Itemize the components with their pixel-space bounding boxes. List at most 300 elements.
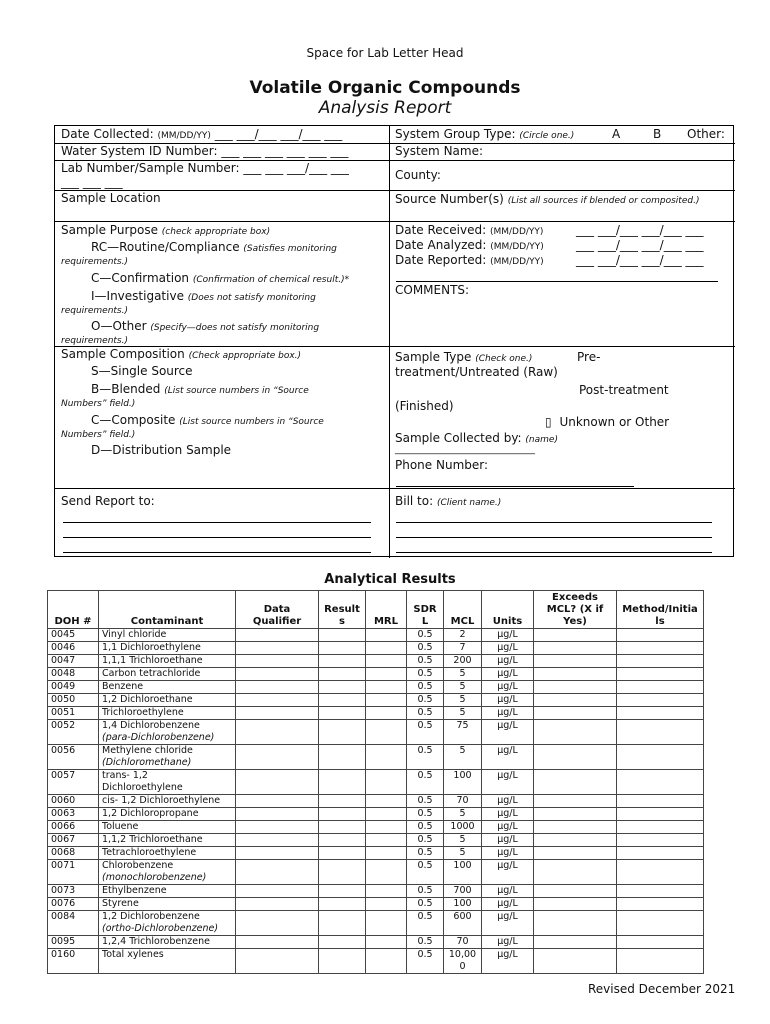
separator-line xyxy=(396,281,718,282)
doh-cell: 0045 xyxy=(48,629,99,642)
contaminant-name: Toluene xyxy=(102,821,139,832)
doh-cell: 0046 xyxy=(48,642,99,655)
table-row xyxy=(48,795,704,808)
contaminant-cell xyxy=(99,655,236,668)
qualifier-cell[interactable] xyxy=(236,707,319,720)
method-cell[interactable] xyxy=(617,681,704,694)
table-row xyxy=(48,694,704,707)
composition-composite-option[interactable]: C—Composite (List source numbers in “Source xyxy=(91,413,324,427)
col-results: Result s xyxy=(319,591,366,629)
phone-underline xyxy=(396,486,634,487)
qualifier-cell[interactable] xyxy=(236,834,319,847)
units-cell: µg/L xyxy=(482,911,534,936)
mrl-cell[interactable] xyxy=(366,668,407,681)
sdrl-cell: 0.5 xyxy=(407,655,444,668)
letterhead-placeholder: Space for Lab Letter Head xyxy=(306,46,464,60)
send-report-line[interactable] xyxy=(63,552,371,553)
contaminant-name: Benzene xyxy=(102,681,144,692)
mcl-cell: 5 xyxy=(444,668,482,681)
exceeds-cell[interactable] xyxy=(534,936,617,949)
composition-single-option[interactable]: S—Single Source xyxy=(91,364,193,378)
exceeds-cell[interactable] xyxy=(534,834,617,847)
col-doh: DOH # xyxy=(48,591,99,629)
contaminant-cell xyxy=(99,898,236,911)
col-units: Units xyxy=(482,591,534,629)
result-cell[interactable] xyxy=(319,898,366,911)
mrl-cell[interactable] xyxy=(366,898,407,911)
sample-location-field[interactable]: Sample Location xyxy=(61,191,161,205)
table-row xyxy=(48,898,704,911)
mrl-cell[interactable] xyxy=(366,821,407,834)
mrl-cell[interactable] xyxy=(366,629,407,642)
table-row xyxy=(48,655,704,668)
units-cell: µg/L xyxy=(482,795,534,808)
qualifier-cell[interactable] xyxy=(236,694,319,707)
composite-note: Numbers” field.) xyxy=(61,430,136,440)
mcl-cell: 200 xyxy=(444,655,482,668)
units-cell: µg/L xyxy=(482,707,534,720)
sdrl-cell: 0.5 xyxy=(407,770,444,795)
mrl-cell[interactable] xyxy=(366,770,407,795)
doh-cell: 0071 xyxy=(48,860,99,885)
method-cell[interactable] xyxy=(617,770,704,795)
system-group-type-field[interactable]: System Group Type: (Circle one.) xyxy=(395,127,575,141)
exceeds-cell[interactable] xyxy=(534,681,617,694)
exceeds-cell[interactable] xyxy=(534,720,617,745)
qualifier-cell[interactable] xyxy=(236,885,319,898)
doh-cell: 0052 xyxy=(48,720,99,745)
date-reported-field[interactable]: Date Reported: (MM/DD/YY) xyxy=(395,253,544,267)
result-cell[interactable] xyxy=(319,795,366,808)
contaminant-name: 1,2 Dichlorobenzene xyxy=(102,911,200,922)
method-cell[interactable] xyxy=(617,860,704,885)
mrl-cell[interactable] xyxy=(366,834,407,847)
exceeds-cell[interactable] xyxy=(534,821,617,834)
contaminant-cell xyxy=(99,694,236,707)
method-cell[interactable] xyxy=(617,898,704,911)
method-cell[interactable] xyxy=(617,668,704,681)
table-row xyxy=(48,936,704,949)
sdrl-cell: 0.5 xyxy=(407,834,444,847)
mcl-cell: 70 xyxy=(444,936,482,949)
contaminant-alt-name: (monochlorobenzene) xyxy=(102,872,207,883)
composition-distribution-option[interactable]: D—Distribution Sample xyxy=(91,443,232,457)
contaminant-alt-name: (ortho-Dichlorobenzene) xyxy=(102,923,219,934)
mcl-cell: 5 xyxy=(444,694,482,707)
qualifier-cell[interactable] xyxy=(236,808,319,821)
doh-cell: 0056 xyxy=(48,745,99,770)
exceeds-cell[interactable] xyxy=(534,911,617,936)
purpose-confirmation-option[interactable]: C—Confirmation (Confirmation of chemical result.)* xyxy=(91,271,350,285)
qualifier-cell[interactable] xyxy=(236,949,319,974)
result-cell[interactable] xyxy=(319,911,366,936)
checkbox-icon[interactable]: ▯ xyxy=(545,415,552,429)
type-posttreatment-option[interactable]: Post-treatment xyxy=(579,383,669,397)
exceeds-cell[interactable] xyxy=(534,745,617,770)
composition-blended-option[interactable]: B—Blended (List source numbers in “Source xyxy=(91,382,309,396)
method-cell[interactable] xyxy=(617,911,704,936)
qualifier-cell[interactable] xyxy=(236,720,319,745)
contaminant-cell xyxy=(99,936,236,949)
result-cell[interactable] xyxy=(319,720,366,745)
analytical-results-title: Analytical Results xyxy=(324,572,456,587)
option-other[interactable]: Other: xyxy=(687,127,725,141)
option-a[interactable]: A xyxy=(612,127,621,141)
contaminant-name: Ethylbenzene xyxy=(102,885,167,896)
table-row xyxy=(48,911,704,936)
exceeds-cell[interactable] xyxy=(534,655,617,668)
sdrl-cell: 0.5 xyxy=(407,885,444,898)
qualifier-cell[interactable] xyxy=(236,898,319,911)
result-cell[interactable] xyxy=(319,860,366,885)
units-cell: µg/L xyxy=(482,898,534,911)
result-cell[interactable] xyxy=(319,694,366,707)
sdrl-cell: 0.5 xyxy=(407,629,444,642)
method-cell[interactable] xyxy=(617,808,704,821)
contaminant-cell xyxy=(99,629,236,642)
contaminant-cell xyxy=(99,770,236,795)
exceeds-cell[interactable] xyxy=(534,885,617,898)
contaminant-name: 1,2 Dichloroethane xyxy=(102,694,193,705)
table-row xyxy=(48,720,704,745)
mcl-cell: 5 xyxy=(444,681,482,694)
method-cell[interactable] xyxy=(617,936,704,949)
table-row xyxy=(48,860,704,885)
table-row xyxy=(48,949,704,974)
mcl-cell: 700 xyxy=(444,885,482,898)
mcl-cell: 70 xyxy=(444,795,482,808)
bill-to-line[interactable] xyxy=(396,522,712,523)
result-cell[interactable] xyxy=(319,668,366,681)
mrl-cell[interactable] xyxy=(366,885,407,898)
method-cell[interactable] xyxy=(617,720,704,745)
qualifier-cell[interactable] xyxy=(236,847,319,860)
units-cell: µg/L xyxy=(482,885,534,898)
send-report-line[interactable] xyxy=(63,537,371,538)
send-report-field[interactable]: Send Report to: xyxy=(61,494,155,508)
date-received-blank[interactable]: ___ ___/___ ___/___ ___ xyxy=(576,223,704,237)
doh-cell: 0076 xyxy=(48,898,99,911)
method-cell[interactable] xyxy=(617,629,704,642)
date-received-field[interactable]: Date Received: (MM/DD/YY) xyxy=(395,223,544,237)
result-cell[interactable] xyxy=(319,834,366,847)
contaminant-name: cis- 1,2 Dichloroethylene xyxy=(102,795,221,806)
contaminant-alt-name: Dichloroethylene xyxy=(102,782,183,793)
contaminant-cell xyxy=(99,681,236,694)
result-cell[interactable] xyxy=(319,642,366,655)
mrl-cell[interactable] xyxy=(366,720,407,745)
exceeds-cell[interactable] xyxy=(534,949,617,974)
mrl-cell[interactable] xyxy=(366,681,407,694)
exceeds-cell[interactable] xyxy=(534,629,617,642)
table-body xyxy=(48,629,704,974)
form-row-divider xyxy=(55,488,735,489)
method-cell[interactable] xyxy=(617,795,704,808)
date-collected-field[interactable]: Date Collected: (MM/DD/YY) ___ ___/___ ___/___ ___ xyxy=(61,127,343,141)
table-row xyxy=(48,885,704,898)
mrl-cell[interactable] xyxy=(366,707,407,720)
exceeds-cell[interactable] xyxy=(534,707,617,720)
sdrl-cell: 0.5 xyxy=(407,720,444,745)
doh-cell: 0047 xyxy=(48,655,99,668)
sdrl-cell: 0.5 xyxy=(407,898,444,911)
mcl-cell: 5 xyxy=(444,745,482,770)
result-cell[interactable] xyxy=(319,707,366,720)
method-cell[interactable] xyxy=(617,745,704,770)
mrl-cell[interactable] xyxy=(366,808,407,821)
contaminant-cell xyxy=(99,795,236,808)
sample-composition-label: Sample Composition (Check appropriate box.) xyxy=(61,347,302,361)
contaminant-name: Methylene chloride xyxy=(102,745,193,756)
qualifier-cell[interactable] xyxy=(236,770,319,795)
contaminant-name: 1,4 Dichlorobenzene xyxy=(102,720,200,731)
exceeds-cell[interactable] xyxy=(534,847,617,860)
contaminant-cell xyxy=(99,707,236,720)
mrl-cell[interactable] xyxy=(366,911,407,936)
qualifier-cell[interactable] xyxy=(236,745,319,770)
contaminant-name: 1,1,2 Trichloroethane xyxy=(102,834,203,845)
sample-purpose-label: Sample Purpose (check appropriate box) xyxy=(61,223,271,237)
sdrl-cell: 0.5 xyxy=(407,860,444,885)
other-note: requirements.) xyxy=(61,336,128,346)
contaminant-cell xyxy=(99,720,236,745)
contaminant-cell xyxy=(99,834,236,847)
exceeds-cell[interactable] xyxy=(534,642,617,655)
units-cell: µg/L xyxy=(482,936,534,949)
exceeds-cell[interactable] xyxy=(534,795,617,808)
qualifier-cell[interactable] xyxy=(236,681,319,694)
contaminant-name: Tetrachloroethylene xyxy=(102,847,197,858)
mrl-cell[interactable] xyxy=(366,795,407,808)
result-cell[interactable] xyxy=(319,821,366,834)
doh-cell: 0160 xyxy=(48,949,99,974)
contaminant-cell xyxy=(99,860,236,885)
exceeds-cell[interactable] xyxy=(534,898,617,911)
qualifier-cell[interactable] xyxy=(236,642,319,655)
result-cell[interactable] xyxy=(319,949,366,974)
qualifier-cell[interactable] xyxy=(236,629,319,642)
doh-cell: 0095 xyxy=(48,936,99,949)
mrl-cell[interactable] xyxy=(366,745,407,770)
contaminant-name: trans- 1,2 xyxy=(102,770,148,781)
exceeds-cell[interactable] xyxy=(534,860,617,885)
qualifier-cell[interactable] xyxy=(236,911,319,936)
lab-number-blank[interactable]: ___ ___ ___ xyxy=(61,175,123,189)
water-system-id-field[interactable]: Water System ID Number: ___ ___ ___ ___ ___ ___ xyxy=(61,144,349,158)
send-report-line[interactable] xyxy=(63,522,371,523)
units-cell: µg/L xyxy=(482,860,534,885)
phone-number-field[interactable]: Phone Number: xyxy=(395,458,489,472)
collected-by-blank[interactable]: ____________________________ xyxy=(395,444,535,455)
form-row-divider xyxy=(55,221,735,222)
mcl-cell: 5 xyxy=(444,847,482,860)
col-mcl: MCL xyxy=(444,591,482,629)
exceeds-cell[interactable] xyxy=(534,770,617,795)
table-row xyxy=(48,770,704,795)
result-cell[interactable] xyxy=(319,745,366,770)
exceeds-cell[interactable] xyxy=(534,808,617,821)
result-cell[interactable] xyxy=(319,629,366,642)
mcl-cell: 5 xyxy=(444,808,482,821)
county-field[interactable]: County: xyxy=(395,168,441,182)
type-unknown-option[interactable]: ▯ Unknown or Other xyxy=(545,415,670,429)
contaminant-alt-name: (para-Dichlorobenzene) xyxy=(102,732,215,743)
sdrl-cell: 0.5 xyxy=(407,949,444,974)
units-cell: µg/L xyxy=(482,745,534,770)
mcl-cell: 2 xyxy=(444,629,482,642)
doh-cell: 0066 xyxy=(48,821,99,834)
contaminant-cell xyxy=(99,745,236,770)
method-cell[interactable] xyxy=(617,847,704,860)
sdrl-cell: 0.5 xyxy=(407,847,444,860)
doh-cell: 0063 xyxy=(48,808,99,821)
method-cell[interactable] xyxy=(617,834,704,847)
sample-collected-by-field[interactable]: Sample Collected by: (name) xyxy=(395,431,558,445)
contaminant-name: 1,1 Dichloroethylene xyxy=(102,642,201,653)
doh-cell: 0049 xyxy=(48,681,99,694)
contaminant-name: 1,2,4 Trichlorobenzene xyxy=(102,936,210,947)
units-cell: µg/L xyxy=(482,720,534,745)
date-reported-blank[interactable]: ___ ___/___ ___/___ ___ xyxy=(576,253,704,267)
method-cell[interactable] xyxy=(617,642,704,655)
method-cell[interactable] xyxy=(617,949,704,974)
qualifier-cell[interactable] xyxy=(236,860,319,885)
bill-to-field[interactable]: Bill to: (Client name.) xyxy=(395,494,502,508)
method-cell[interactable] xyxy=(617,885,704,898)
qualifier-cell[interactable] xyxy=(236,655,319,668)
result-cell[interactable] xyxy=(319,681,366,694)
units-cell: µg/L xyxy=(482,808,534,821)
table-row xyxy=(48,681,704,694)
type-finished-label: (Finished) xyxy=(395,399,454,413)
mrl-cell[interactable] xyxy=(366,949,407,974)
mrl-cell[interactable] xyxy=(366,860,407,885)
contaminant-name: Chlorobenzene xyxy=(102,860,174,871)
sample-type-label: Sample Type (Check one.) xyxy=(395,350,533,364)
report-title: Volatile Organic Compounds xyxy=(249,78,521,98)
result-cell[interactable] xyxy=(319,770,366,795)
routine-note: requirements.) xyxy=(61,257,128,267)
doh-cell: 0060 xyxy=(48,795,99,808)
units-cell: µg/L xyxy=(482,949,534,974)
contaminant-cell xyxy=(99,642,236,655)
result-cell[interactable] xyxy=(319,936,366,949)
source-numbers-field[interactable]: Source Number(s) (List all sources if blended or composited.) xyxy=(395,192,700,206)
mrl-cell[interactable] xyxy=(366,655,407,668)
system-name-field[interactable]: System Name: xyxy=(395,144,484,158)
mrl-cell[interactable] xyxy=(366,642,407,655)
purpose-other-option[interactable]: O—Other (Specify—does not satisfy monitoring xyxy=(91,319,320,333)
method-cell[interactable] xyxy=(617,707,704,720)
sdrl-cell: 0.5 xyxy=(407,911,444,936)
purpose-routine-option[interactable]: RC—Routine/Compliance (Satisfies monitoring xyxy=(91,240,337,254)
col-data-qualifier: Data Qualifier xyxy=(236,591,319,629)
bill-to-line[interactable] xyxy=(396,537,712,538)
contaminant-name: Total xylenes xyxy=(102,949,164,960)
contaminant-cell xyxy=(99,808,236,821)
sdrl-cell: 0.5 xyxy=(407,707,444,720)
mcl-cell: 7 xyxy=(444,642,482,655)
mcl-cell: 10,00 0 xyxy=(444,949,482,974)
sdrl-cell: 0.5 xyxy=(407,808,444,821)
qualifier-cell[interactable] xyxy=(236,668,319,681)
table-row xyxy=(48,642,704,655)
result-cell[interactable] xyxy=(319,847,366,860)
purpose-investigative-option[interactable]: I—Investigative (Does not satisfy monitoring xyxy=(91,289,316,303)
contaminant-cell xyxy=(99,847,236,860)
doh-cell: 0067 xyxy=(48,834,99,847)
contaminant-cell xyxy=(99,668,236,681)
qualifier-cell[interactable] xyxy=(236,795,319,808)
blended-note: Numbers” field.) xyxy=(61,399,136,409)
table-row xyxy=(48,808,704,821)
table-row xyxy=(48,821,704,834)
units-cell: µg/L xyxy=(482,770,534,795)
doh-cell: 0068 xyxy=(48,847,99,860)
exceeds-cell[interactable] xyxy=(534,668,617,681)
type-pretreatment-option[interactable]: Pre- xyxy=(577,350,601,364)
sdrl-cell: 0.5 xyxy=(407,668,444,681)
lab-number-field[interactable]: Lab Number/Sample Number: ___ ___ ___/___ ___ xyxy=(61,161,349,175)
result-cell[interactable] xyxy=(319,885,366,898)
exceeds-cell[interactable] xyxy=(534,694,617,707)
comments-field[interactable]: COMMENTS: xyxy=(395,283,470,297)
mrl-cell[interactable] xyxy=(366,936,407,949)
doh-cell: 0048 xyxy=(48,668,99,681)
units-cell: µg/L xyxy=(482,642,534,655)
units-cell: µg/L xyxy=(482,629,534,642)
date-analyzed-blank[interactable]: ___ ___/___ ___/___ ___ xyxy=(576,238,704,252)
contaminant-name: 1,1,1 Trichloroethane xyxy=(102,655,203,666)
qualifier-cell[interactable] xyxy=(236,821,319,834)
units-cell: µg/L xyxy=(482,694,534,707)
table-row xyxy=(48,629,704,642)
mrl-cell[interactable] xyxy=(366,694,407,707)
method-cell[interactable] xyxy=(617,821,704,834)
doh-cell: 0050 xyxy=(48,694,99,707)
option-b[interactable]: B xyxy=(653,127,662,141)
analytical-results-table xyxy=(47,590,704,974)
doh-cell: 0073 xyxy=(48,885,99,898)
method-cell[interactable] xyxy=(617,694,704,707)
sdrl-cell: 0.5 xyxy=(407,795,444,808)
qualifier-cell[interactable] xyxy=(236,936,319,949)
table-row xyxy=(48,707,704,720)
units-cell: µg/L xyxy=(482,834,534,847)
result-cell[interactable] xyxy=(319,808,366,821)
contaminant-name: 1,2 Dichloropropane xyxy=(102,808,199,819)
table-row xyxy=(48,847,704,860)
units-cell: µg/L xyxy=(482,681,534,694)
contaminant-name: Vinyl chloride xyxy=(102,629,167,640)
result-cell[interactable] xyxy=(319,655,366,668)
mcl-cell: 5 xyxy=(444,834,482,847)
sdrl-cell: 0.5 xyxy=(407,745,444,770)
units-cell: µg/L xyxy=(482,847,534,860)
contaminant-cell xyxy=(99,885,236,898)
table-header-row xyxy=(48,591,704,629)
doh-cell: 0051 xyxy=(48,707,99,720)
method-cell[interactable] xyxy=(617,655,704,668)
units-cell: µg/L xyxy=(482,668,534,681)
mrl-cell[interactable] xyxy=(366,847,407,860)
bill-to-line[interactable] xyxy=(396,552,712,553)
mcl-cell: 100 xyxy=(444,860,482,885)
investigative-note: requirements.) xyxy=(61,306,128,316)
date-analyzed-field[interactable]: Date Analyzed: (MM/DD/YY) xyxy=(395,238,544,252)
sdrl-cell: 0.5 xyxy=(407,642,444,655)
doh-cell: 0057 xyxy=(48,770,99,795)
